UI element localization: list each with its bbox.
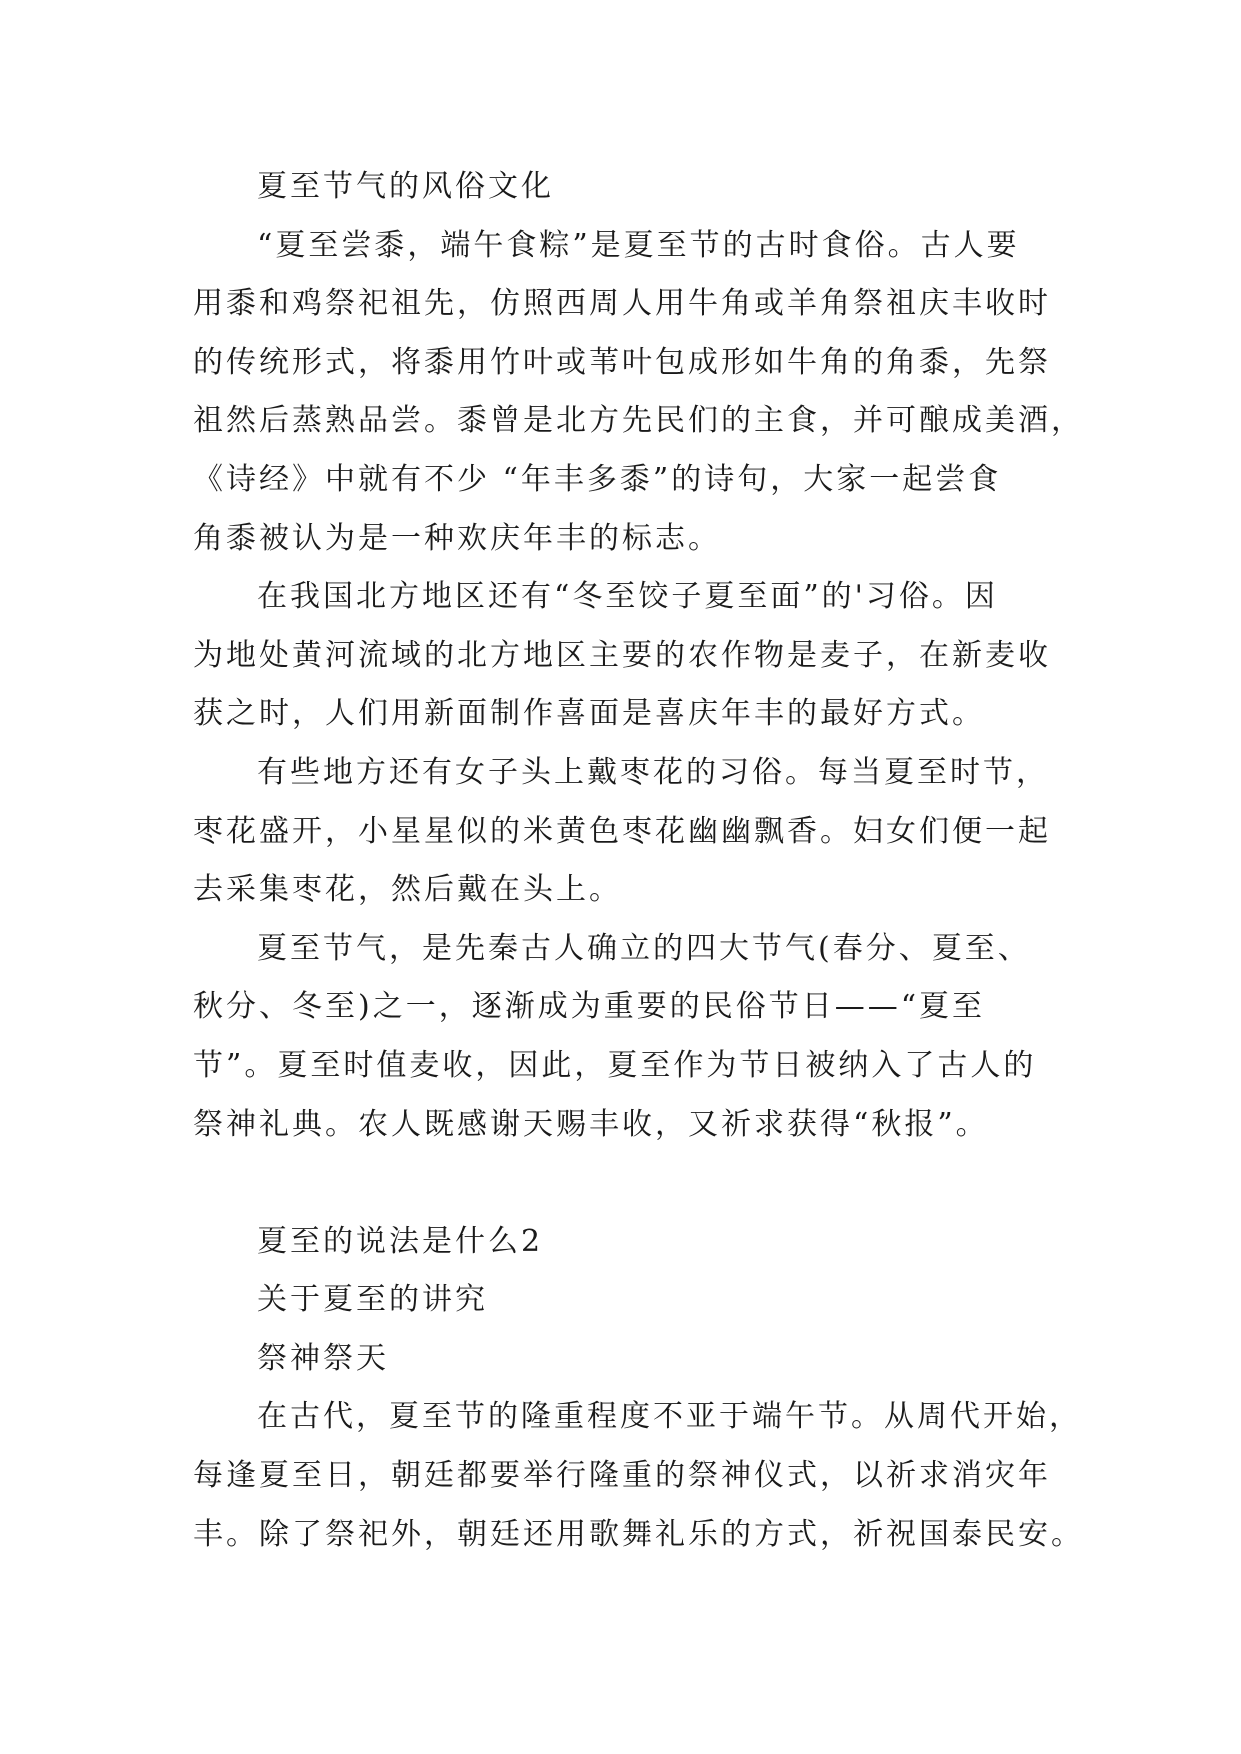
section-heading: 祭神祭天 <box>257 1340 389 1376</box>
section-subtitle: 关于夏至的讲究 <box>257 1282 488 1318</box>
paragraph <box>193 1388 1084 1564</box>
paragraph-line: 祖然后蒸熟品尝。黍曾是北方先民们的主食，并可酿成美酒， <box>193 403 1084 439</box>
paragraph-line: “夏至尝黍，端午食粽”是夏至节的古时食俗。古人要 <box>257 227 1020 263</box>
paragraph-line: 去采集枣花，然后戴在头上。 <box>193 872 622 908</box>
paragraph-line: 枣花盛开，小星星似的米黄色枣花幽幽飘香。妇女们便一起 <box>193 813 1051 849</box>
paragraph-line: 《诗经》中就有不少 “年丰多黍”的诗句，大家一起尝食 <box>193 461 1002 497</box>
section-title: 夏至的说法是什么2 <box>257 1223 544 1259</box>
paragraph-line: 角黍被认为是一种欢庆年丰的标志。 <box>193 520 721 556</box>
paragraph-line: 的传统形式，将黍用竹叶或苇叶包成形如牛角的角黍，先祭 <box>193 344 1051 380</box>
paragraph-line: 秋分、冬至)之一，逐渐成为重要的民俗节日——“夏至 <box>193 989 986 1025</box>
paragraph <box>193 920 1063 1154</box>
paragraph-line: 节”。夏至时值麦收，因此，夏至作为节日被纳入了古人的 <box>193 1047 1037 1083</box>
paragraph-line: 在我国北方地区还有“冬至饺子夏至面”的'习俗。因 <box>257 579 998 615</box>
paragraph-line: 有些地方还有女子头上戴枣花的习俗。每当夏至时节， <box>257 754 1049 790</box>
paragraph <box>193 217 1084 569</box>
paragraph-line: 祭神礼典。农人既感谢天赐丰收，又祈求获得“秋报”。 <box>193 1106 989 1142</box>
paragraph <box>193 744 1063 920</box>
paragraph-line: 获之时，人们用新面制作喜面是喜庆年丰的最好方式。 <box>193 696 985 732</box>
paragraph-line: 每逢夏至日，朝廷都要举行隆重的祭神仪式，以祈求消灾年 <box>193 1458 1051 1494</box>
paragraph-line: 为地处黄河流域的北方地区主要的农作物是麦子，在新麦收 <box>193 637 1051 673</box>
text-column <box>193 158 1084 1564</box>
paragraph-line: 夏至节气，是先秦古人确立的四大节气(春分、夏至、 <box>257 930 1031 966</box>
paragraph-line: 用黍和鸡祭祀祖先，仿照西周人用牛角或羊角祭祖庆丰收时 <box>193 286 1051 322</box>
section-spacer <box>193 1154 1063 1213</box>
paragraph <box>193 568 1063 744</box>
paragraph-line: 在古代，夏至节的隆重程度不亚于端午节。从周代开始， <box>257 1399 1082 1435</box>
section-title: 夏至节气的风俗文化 <box>257 169 554 204</box>
paragraph-line: 丰。除了祭祀外，朝廷还用歌舞礼乐的方式，祈祝国泰民安。 <box>193 1516 1084 1552</box>
